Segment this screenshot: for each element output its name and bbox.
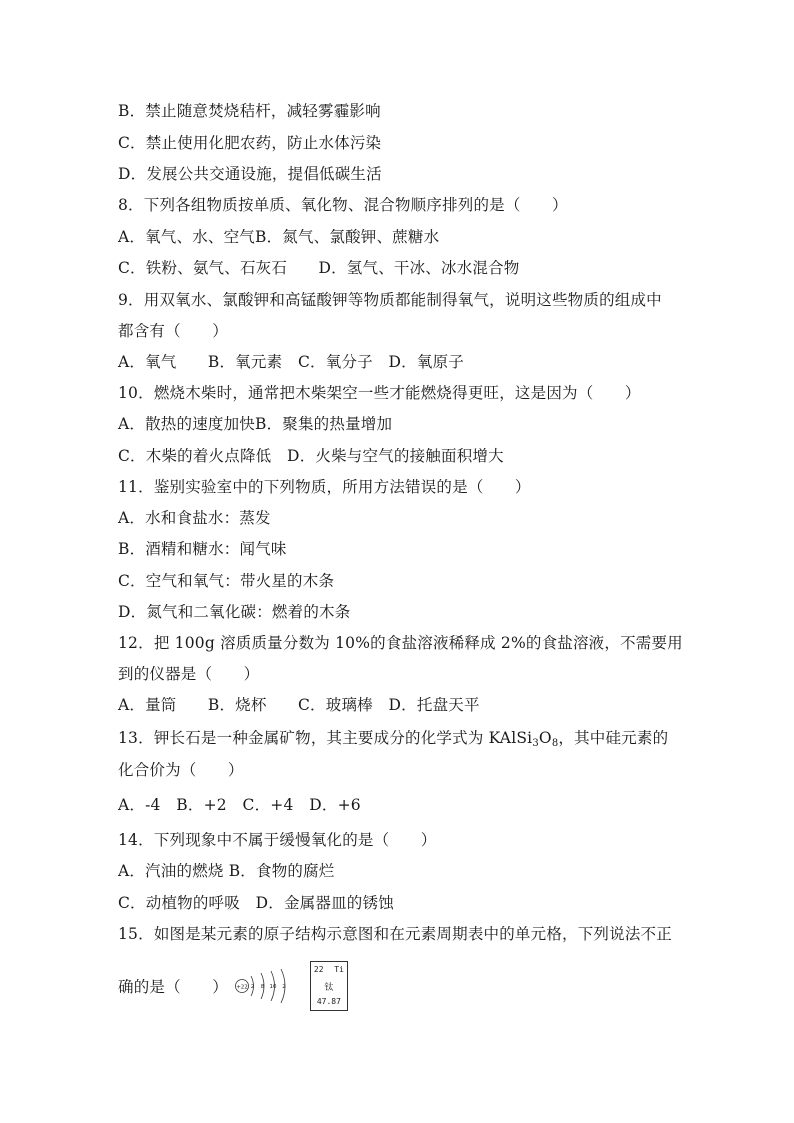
q11-option-a: A．水和食盐水：蒸发	[118, 509, 271, 527]
q11-option-c: C．空气和氧气：带火星的木条	[118, 572, 335, 590]
element-name: 钛	[324, 983, 334, 993]
shell-3-count: 10	[269, 984, 277, 990]
q13-options: A．-4 B．+2 C．+4 D．+6	[118, 796, 361, 814]
q8-options-cd: C．铁粉、氨气、石灰石 D．氢气、干冰、冰水混合物	[118, 259, 520, 277]
q13-stem-text-a: 13．钾长石是一种金属矿物，其主要成分的化学式为 KAlSi	[118, 729, 533, 747]
shell-2-count: 8	[260, 984, 265, 990]
q15-stem-cont: 确的是（ ）	[118, 978, 228, 996]
q12-stem-cont: 到的仪器是（ ）	[118, 665, 260, 683]
q8-stem: 8．下列各组物质按单质、氧化物、混合物顺序排列的是（ ）	[118, 196, 568, 214]
element-mass: 47.87	[316, 997, 341, 1006]
q7-option-d: D．发展公共交通设施，提倡低碳生活	[118, 165, 382, 183]
q14-stem: 14．下列现象中不属于缓慢氧化的是（ ）	[118, 831, 437, 849]
q9-stem-cont: 都含有（ ）	[118, 322, 228, 340]
q13-stem-text-c: ，其中硅元素的	[558, 729, 669, 747]
shell-4-count: 2	[282, 984, 286, 990]
q13-stem-cont: 化合价为（ ）	[118, 761, 244, 779]
q9-stem: 9．用双氧水、氯酸钾和高锰酸钾等物质都能制得氧气，说明这些物质的组成中	[118, 291, 662, 309]
q13-stem-text-b: O	[538, 729, 552, 747]
q8-options-ab: A．氧气、水、空气B．氮气、氯酸钾、蔗糖水	[118, 228, 440, 246]
q12-options: A．量筒 B．烧杯 C．玻璃棒 D．托盘天平	[118, 696, 480, 714]
q7-option-c: C．禁止使用化肥农药，防止水体污染	[118, 134, 382, 152]
q15-figure-row	[118, 958, 348, 1014]
q7-option-b: B．禁止随意焚烧秸杆，减轻雾霾影响	[118, 102, 381, 120]
q14-options-ab: A．汽油的燃烧 B．食物的腐烂	[118, 862, 335, 880]
q13-subscript-o: 8	[551, 738, 559, 749]
q11-option-b: B．酒精和糖水：闻气味	[118, 540, 287, 558]
q13-stem	[118, 728, 668, 748]
q12-stem: 12．把 100g 溶质质量分数为 10%的食盐溶液稀释成 2%的食盐溶液，不需要用	[118, 634, 683, 652]
q10-options-cd: C．木柴的着火点降低 D．火柴与空气的接触面积增大	[118, 447, 504, 465]
atom-nucleus-charge: +22	[236, 984, 248, 991]
q15-stem: 15．如图是某元素的原子结构示意图和在元素周期表中的单元格，下列说法不正	[118, 925, 672, 943]
element-symbol: Ti	[334, 965, 344, 974]
q10-stem: 10．燃烧木柴时，通常把木柴架空一些才能燃烧得更旺，这是因为（ ）	[118, 384, 641, 402]
element-number: 22	[313, 965, 324, 974]
atom-structure-diagram	[234, 966, 294, 1006]
q11-option-d: D．氮气和二氧化碳：燃着的木条	[118, 603, 351, 621]
q14-options-cd: C．动植物的呼吸 D．金属器皿的锈蚀	[118, 894, 394, 912]
periodic-table-cell	[310, 961, 348, 1011]
q10-options-ab: A．散热的速度加快B．聚集的热量增加	[118, 415, 393, 433]
q13-subscript-si: 3	[532, 738, 539, 749]
q9-options: A．氧气 B．氧元素 C．氧分子 D．氧原子	[118, 353, 464, 371]
q11-stem: 11．鉴别实验室中的下列物质，所用方法错误的是（ ）	[118, 478, 531, 496]
shell-1-count: 2	[250, 984, 255, 990]
